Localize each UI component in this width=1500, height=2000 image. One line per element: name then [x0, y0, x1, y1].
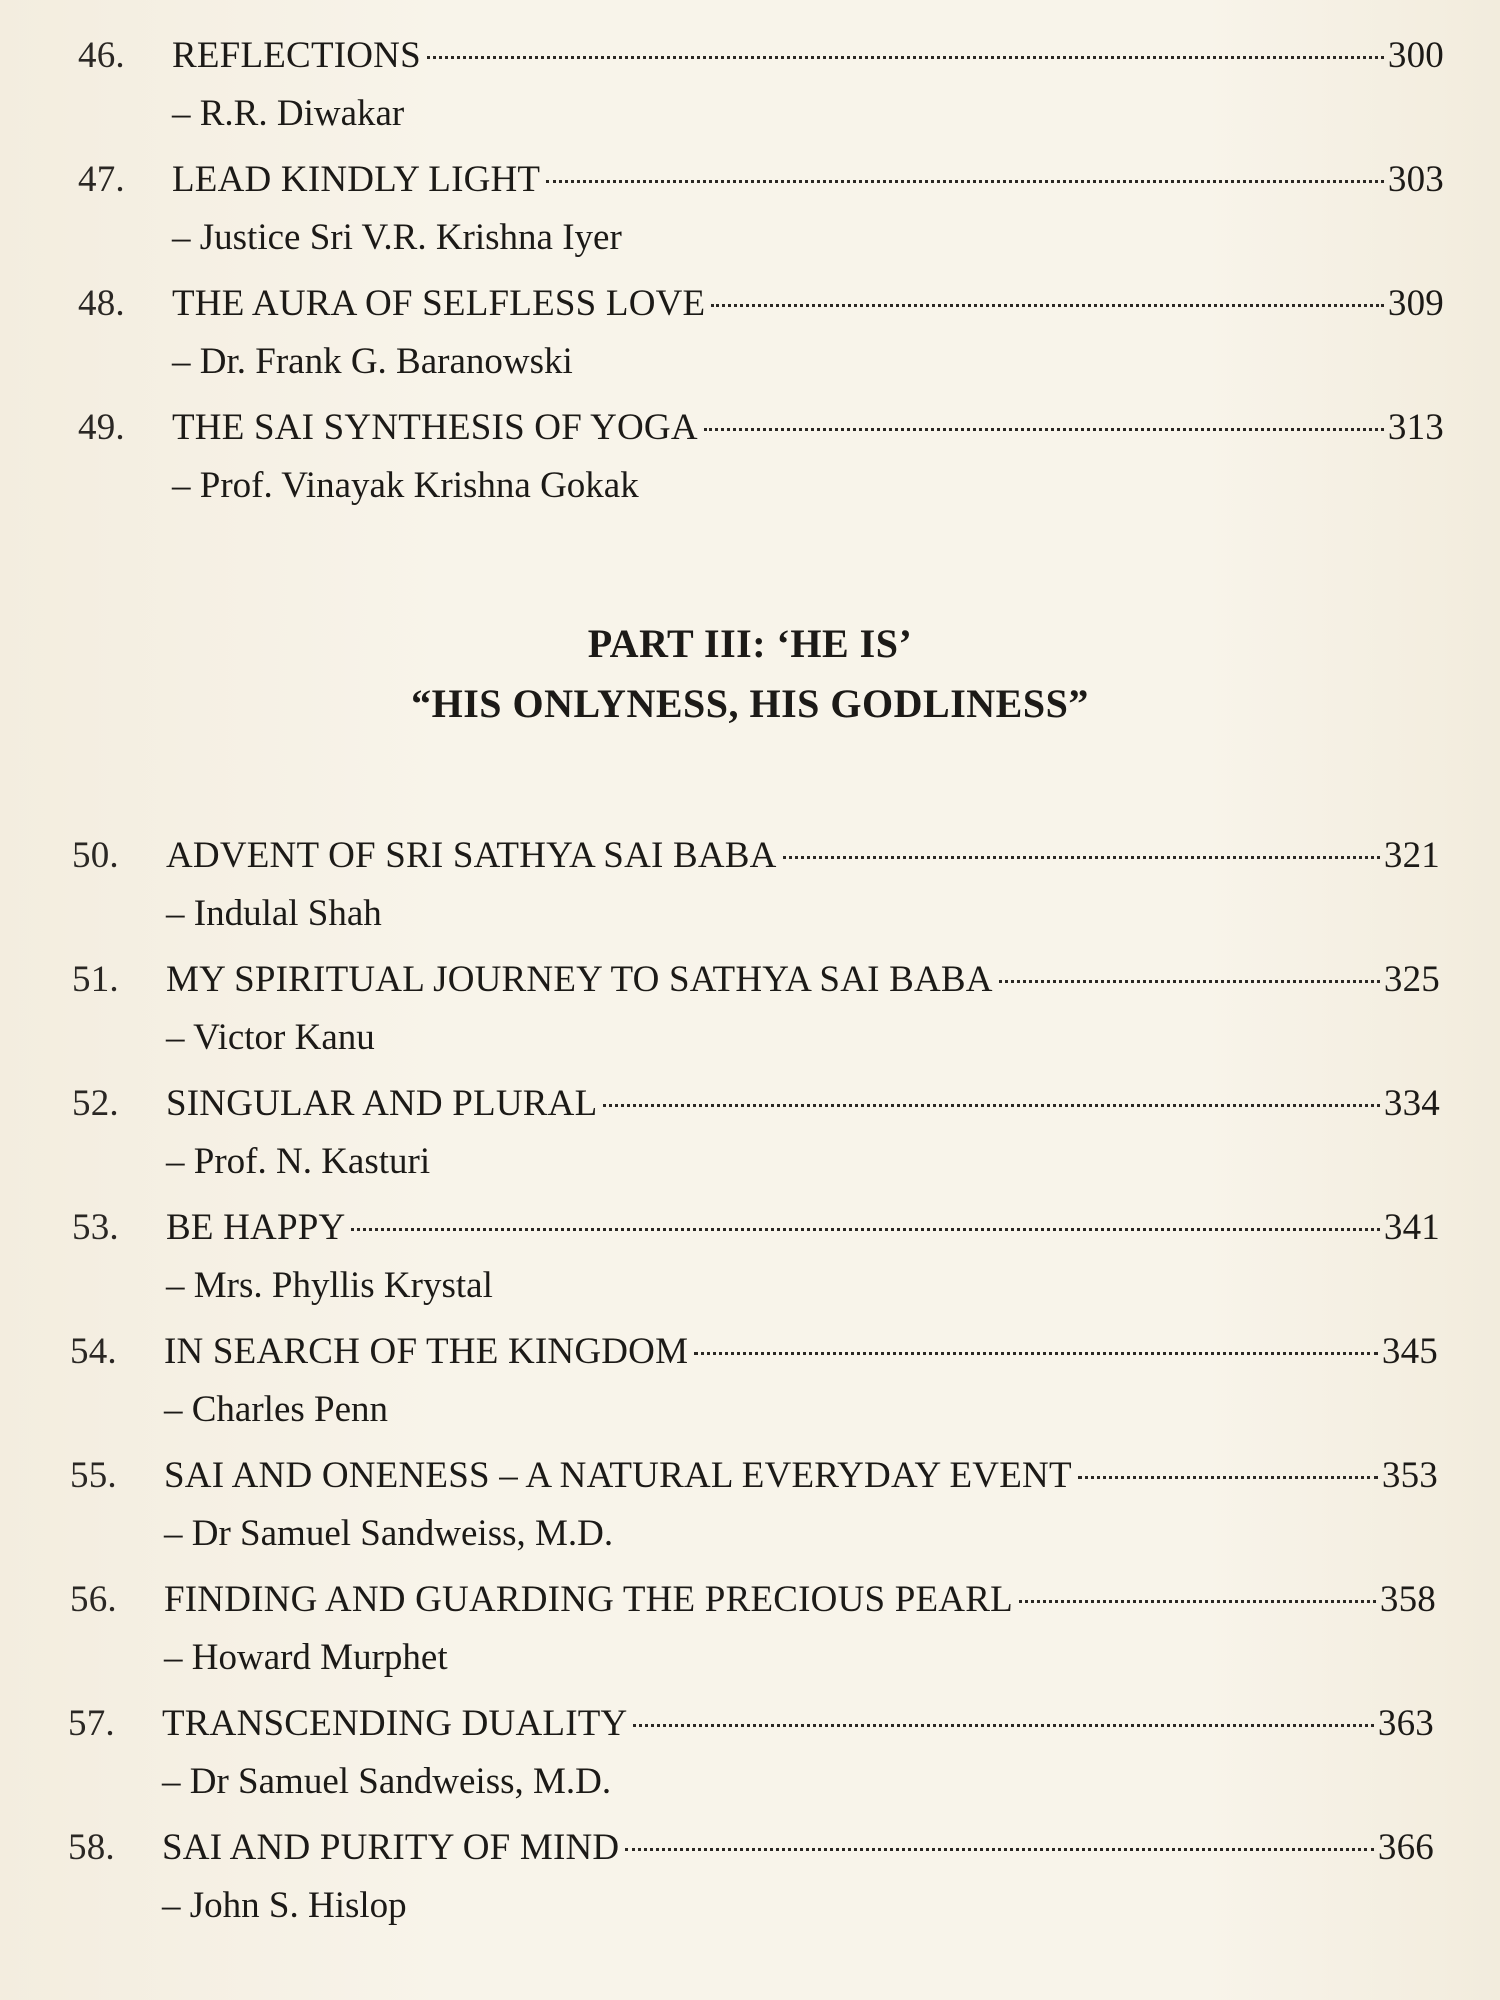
entry-number: 51. [72, 959, 119, 1000]
entry-title: FINDING AND GUARDING THE PRECIOUS PEARL [164, 1579, 1013, 1620]
entry-page-number: 358 [1379, 1579, 1436, 1620]
toc-entry-54 [70, 1330, 1438, 1448]
part-heading-line-1: PART III: ‘HE IS’ [587, 621, 913, 666]
entry-number: 58. [68, 1827, 115, 1868]
entry-title: SAI AND PURITY OF MIND [162, 1827, 620, 1868]
toc-entry-46 [78, 34, 1444, 152]
entry-page-number: 341 [1383, 1207, 1440, 1248]
entry-author: – Justice Sri V.R. Krishna Iyer [172, 217, 622, 258]
entry-number: 49. [78, 407, 125, 448]
leader-dots [711, 304, 1384, 307]
entry-title: LEAD KINDLY LIGHT [172, 159, 541, 200]
toc-entry-53 [72, 1206, 1440, 1324]
entry-author: – Mrs. Phyllis Krystal [166, 1265, 493, 1306]
entry-page-number: 325 [1383, 959, 1440, 1000]
leader-dots [783, 856, 1380, 859]
entry-page-number: 353 [1381, 1455, 1438, 1496]
entry-author: – Charles Penn [164, 1389, 389, 1430]
entry-number: 48. [78, 283, 125, 324]
entry-number: 47. [78, 159, 125, 200]
toc-entry-57 [68, 1702, 1434, 1820]
entry-page-number: 300 [1387, 35, 1444, 76]
leader-dots [704, 428, 1384, 431]
entry-author: – John S. Hislop [162, 1885, 407, 1926]
toc-entry-58 [68, 1826, 1434, 1944]
entry-author: – Indulal Shah [166, 893, 382, 934]
entry-title: THE SAI SYNTHESIS OF YOGA [172, 407, 698, 448]
entry-page-number: 334 [1383, 1083, 1440, 1124]
entry-title: SINGULAR AND PLURAL [166, 1083, 598, 1124]
entry-author: – R.R. Diwakar [172, 93, 405, 134]
entry-number: 56. [70, 1579, 117, 1620]
leader-dots [1019, 1600, 1376, 1603]
entry-author: – Dr. Frank G. Baranowski [172, 341, 573, 382]
entry-page-number: 363 [1377, 1703, 1434, 1744]
entry-number: 54. [70, 1331, 117, 1372]
entry-title: SAI AND ONENESS – A NATURAL EVERYDAY EVENT [164, 1455, 1072, 1496]
entry-author: – Dr Samuel Sandweiss, M.D. [162, 1761, 612, 1802]
entry-author: – Prof. Vinayak Krishna Gokak [172, 465, 639, 506]
toc-entry-56 [70, 1578, 1436, 1696]
entry-page-number: 321 [1383, 835, 1440, 876]
leader-dots [1078, 1476, 1378, 1479]
entry-number: 55. [70, 1455, 117, 1496]
entry-page-number: 309 [1387, 283, 1444, 324]
leader-dots [694, 1352, 1378, 1355]
entry-title: THE AURA OF SELFLESS LOVE [172, 283, 706, 324]
leader-dots [351, 1228, 1379, 1231]
toc-entry-48 [78, 282, 1444, 400]
part-heading-line-2: “HIS ONLYNESS, HIS GODLINESS” [411, 681, 1089, 726]
toc-entry-52 [72, 1082, 1440, 1200]
entry-title: TRANSCENDING DUALITY [162, 1703, 628, 1744]
leader-dots [625, 1848, 1374, 1851]
entry-author: – Dr Samuel Sandweiss, M.D. [164, 1513, 614, 1554]
entry-title: ADVENT OF SRI SATHYA SAI BABA [166, 835, 777, 876]
toc-entry-49 [78, 406, 1444, 524]
entry-title: BE HAPPY [166, 1207, 346, 1248]
entry-author: – Victor Kanu [166, 1017, 375, 1058]
entry-number: 57. [68, 1703, 115, 1744]
entry-number: 52. [72, 1083, 119, 1124]
entry-page-number: 313 [1387, 407, 1444, 448]
entry-number: 50. [72, 835, 119, 876]
entry-page-number: 345 [1381, 1331, 1438, 1372]
leader-dots [427, 56, 1384, 59]
entry-title: REFLECTIONS [172, 35, 421, 76]
leader-dots [546, 180, 1384, 183]
entry-author: – Prof. N. Kasturi [166, 1141, 431, 1182]
entry-author: – Howard Murphet [164, 1637, 448, 1678]
toc-entry-51 [72, 958, 1440, 1076]
leader-dots [603, 1104, 1380, 1107]
entry-page-number: 366 [1377, 1827, 1434, 1868]
toc-entry-55 [70, 1454, 1438, 1572]
entry-number: 46. [78, 35, 125, 76]
entry-title: IN SEARCH OF THE KINGDOM [164, 1331, 689, 1372]
entry-page-number: 303 [1387, 159, 1444, 200]
leader-dots [633, 1724, 1373, 1727]
entry-title: MY SPIRITUAL JOURNEY TO SATHYA SAI BABA [166, 959, 993, 1000]
leader-dots [999, 980, 1380, 983]
toc-entry-50 [72, 834, 1440, 952]
entry-number: 53. [72, 1207, 119, 1248]
toc-entry-47 [78, 158, 1444, 276]
